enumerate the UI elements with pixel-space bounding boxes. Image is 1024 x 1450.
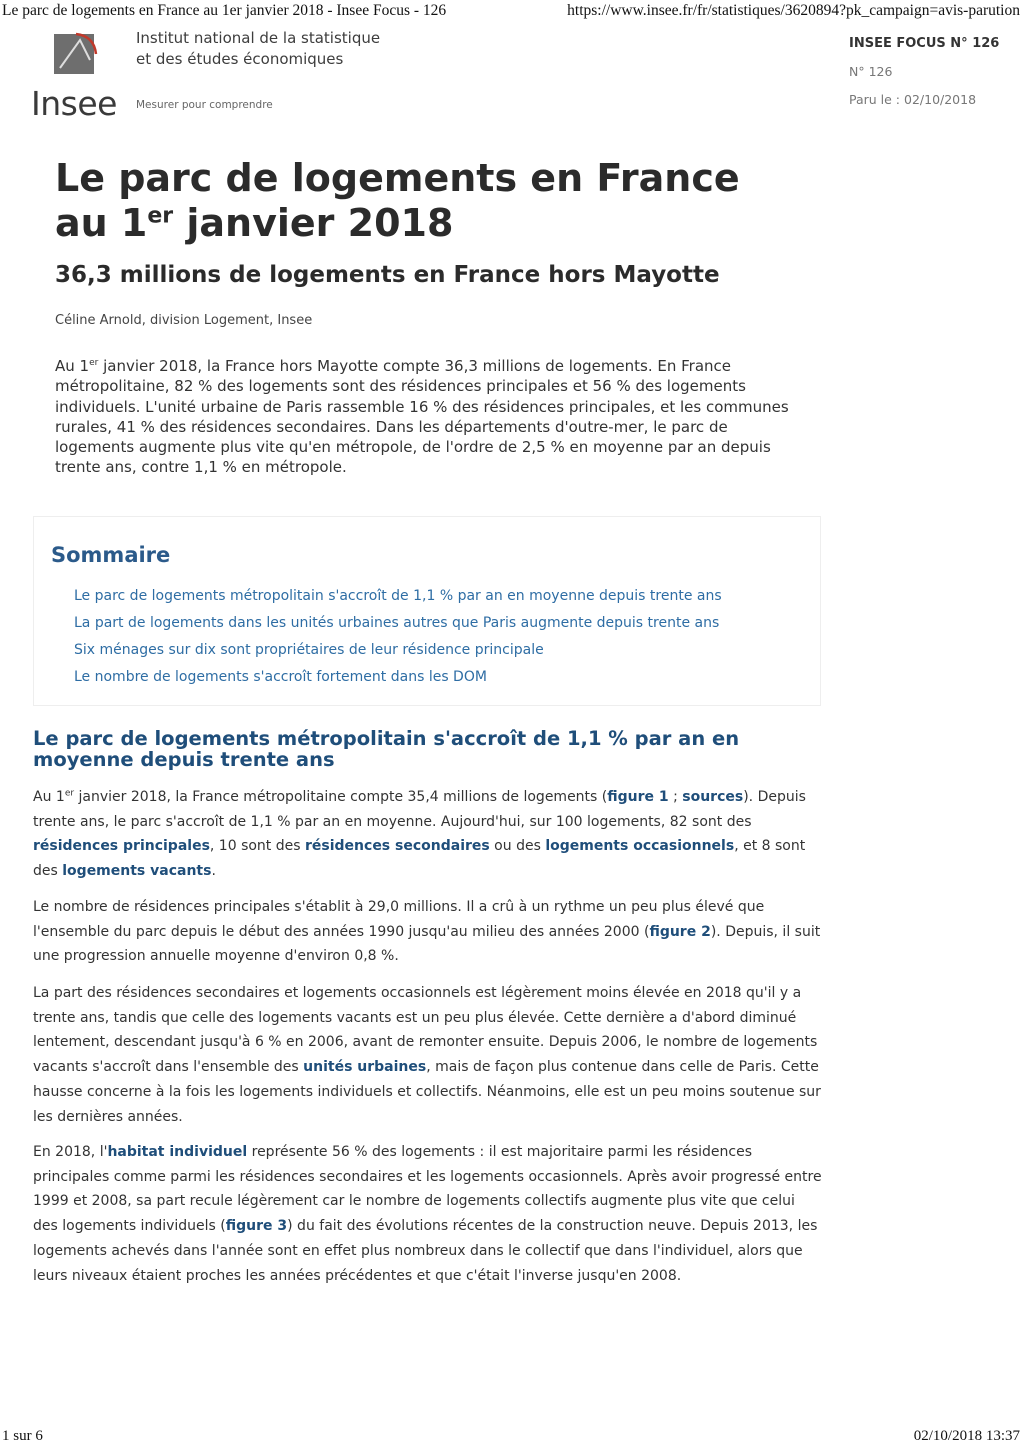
link-logements-vacants[interactable]: logements vacants xyxy=(62,863,212,880)
link-residences-secondaires[interactable]: résidences secondaires xyxy=(305,838,490,855)
author-line: Céline Arnold, division Logement, Insee xyxy=(55,313,313,328)
toc-list xyxy=(74,583,722,691)
toc-link-4[interactable]: Le nombre de logements s'accroît fortement dans les DOM xyxy=(74,669,487,685)
tagline: Mesurer pour comprendre xyxy=(136,99,273,111)
link-sources[interactable]: sources xyxy=(682,789,744,805)
print-header-title: Le parc de logements en France au 1er janvier 2018 - Insee Focus - 126 xyxy=(2,2,447,19)
institute-line-1: Institut national de la statistique xyxy=(136,29,381,47)
publication-info xyxy=(849,30,999,114)
paragraph-3: La part des résidences secondaires et logements occasionnels est légèrement moins élevée en 2018 qu'il y a trente ans, tandis que celle des logements vacants est un peu plus élevée. Cette dernière a d'abord diminué lentement, descendant jusqu'à 6 % en 2006, avant de remonter ensuite. Depuis 2006, le nombre de logements vacants s'accroît dans l'ensemble des unités urbaines, mais de façon plus contenue dans celle de Paris. Cette hausse concerne à la fois les logements individuels et collectifs. Néanmoins, elle est un peu moins soutenue sur les dernières années. xyxy=(33,985,821,1125)
link-logements-occasionnels[interactable]: logements occasionnels xyxy=(545,838,735,855)
logo-wordmark: Insee xyxy=(31,84,117,123)
print-header-url: https://www.insee.fr/fr/statistiques/3620894?pk_campaign=avis-parution xyxy=(567,2,1020,19)
print-datetime: 02/10/2018 13:37 xyxy=(913,1428,1020,1444)
print-footer xyxy=(0,1424,1024,1450)
toc-link-2[interactable]: La part de logements dans les unités urbaines autres que Paris augmente depuis trente ans xyxy=(74,615,720,631)
toc-link-1[interactable]: Le parc de logements métropolitain s'accroît de 1,1 % par an en moyenne depuis trente ans xyxy=(74,588,722,604)
table-of-contents xyxy=(33,516,821,706)
article-summary: Au 1er janvier 2018, la France hors Mayotte compte 36,3 millions de logements. En France métropolitaine, 82 % des logements sont des résidences principales et 56 % des logements individuels. L'unité urbaine de Paris rassemble 16 % des résidences principales, et les communes rurales, 41 % des résidences secondaires. Dans les départements d'outre-mer, le parc de logements augmente plus vite qu'en métropole, de l'ordre de 2,5 % en moyenne par an depuis trente ans, contre 1,1 % en métropole. xyxy=(55,357,789,477)
publication-date: Paru le : 02/10/2018 xyxy=(849,92,977,107)
page-title: Le parc de logements en France au 1er janvier 2018 xyxy=(55,156,740,245)
issue-number: N° 126 xyxy=(849,64,893,79)
section-heading: Le parc de logements métropolitain s'accroît de 1,1 % par an en moyenne depuis trente ans xyxy=(33,727,740,771)
link-unites-urbaines[interactable]: unités urbaines xyxy=(303,1059,427,1076)
page-counter: 1 sur 6 xyxy=(2,1428,43,1444)
link-figure-3[interactable]: figure 3 xyxy=(225,1218,288,1235)
institute-name xyxy=(136,28,416,70)
print-header xyxy=(0,0,1024,24)
paragraph-4: En 2018, l'habitat individuel représente 56 % des logements : il est majoritaire parmi les résidences principales comme parmi les résidences secondaires et les logements occasionnels. Après avoir progressé entre 1999 et 2008, sa part recule légèrement car le nombre de logements collectifs augmente plus vite que celui des logements individuels (figure 3) du fait des évolutions récentes de la construction neuve. Depuis 2013, les logements achevés dans l'année sont en effet plus nombreux dans le collectif que dans l'individuel, alors que leurs niveaux étaient proches les années précédentes et que c'était l'inverse jusqu'en 2008. xyxy=(33,1144,822,1284)
link-habitat-individuel[interactable]: habitat individuel xyxy=(107,1144,248,1160)
link-residences-principales[interactable]: résidences principales xyxy=(33,838,210,855)
institute-line-2: et des études économiques xyxy=(136,50,344,68)
insee-logo-icon xyxy=(50,30,100,80)
paragraph-2: Le nombre de résidences principales s'établit à 29,0 millions. Il a crû à un rythme un peu plus élevé que l'ensemble du parc depuis le début des années 1990 jusqu'au milieu des années 2000 (figure 2). Depuis, il suit une progression annuelle moyenne d'environ 0,8 %. xyxy=(33,899,821,965)
insee-logo[interactable] xyxy=(28,30,123,123)
link-figure-1[interactable]: figure 1 xyxy=(607,789,669,805)
series-number: INSEE FOCUS N° 126 xyxy=(849,36,1000,51)
page-subtitle: 36,3 millions de logements en France hors Mayotte xyxy=(55,262,720,288)
toc-title: Sommaire xyxy=(51,543,171,567)
link-figure-2[interactable]: figure 2 xyxy=(649,923,711,940)
toc-link-3[interactable]: Six ménages sur dix sont propriétaires de leur résidence principale xyxy=(74,642,544,658)
paragraph-1: Au 1er janvier 2018, la France métropolitaine compte 35,4 millions de logements (figure 1 ; sources). Depuis trente ans, le parc s'accroît de 1,1 % par an en moyenne. Aujourd'hui, sur 100 logements, 82 sont des résidences principales, 10 sont des résidences secondaires ou des logements occasionnels, et 8 sont des logements vacants. xyxy=(33,788,806,880)
